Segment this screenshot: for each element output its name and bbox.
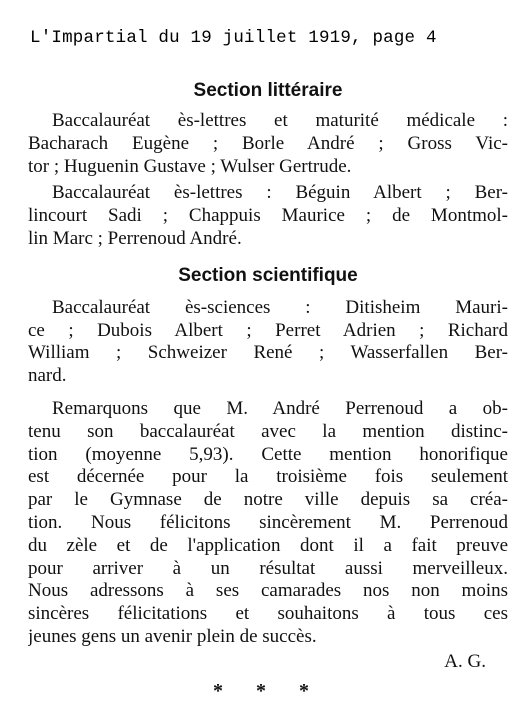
article (28, 80, 508, 703)
text-line: Remarquons que M. André Perrenoud a ob- (52, 397, 508, 419)
paragraph (28, 110, 508, 178)
text-line: Bacharach Eugène ; Borle André ; Gross Vic- (28, 132, 508, 154)
text-line: pour arriver à un résultat aussi merveilleux. (28, 557, 508, 579)
text-line: tor ; Huguenin Gustave ; Wulser Gertrude. (28, 155, 352, 177)
closing-paragraph (28, 398, 508, 649)
text-line: tenu son baccalauréat avec la mention distinc- (28, 420, 508, 442)
text-line: lincourt Sadi ; Chappuis Maurice ; de Montmol- (28, 205, 508, 227)
text-line: est décernée pour la troisième fois seulement (28, 466, 508, 488)
text-line: par le Gymnase de notre ville depuis sa créa- (28, 489, 508, 511)
text-line: Nous adressons à ses camarades nos non moins (28, 580, 508, 602)
text-line: William ; Schweizer René ; Wasserfallen Ber- (28, 342, 508, 364)
text-line: Baccalauréat ès-lettres : Béguin Albert ; Ber- (52, 182, 508, 204)
text-line: lin Marc ; Perrenoud André. (28, 227, 242, 249)
text-line: Baccalauréat ès-sciences : Ditisheim Mauri- (52, 296, 508, 318)
text-line: tion. Nous félicitons sincèrement M. Perrenoud (28, 511, 508, 533)
section-separator: * * * (213, 679, 323, 702)
text-line: sincères félicitations et souhaitons à tous ces (28, 603, 508, 625)
section-heading-scientifique: Section scientifique (178, 264, 358, 286)
paragraph (28, 297, 508, 388)
newspaper-caption: L'Impartial du 19 juillet 1919, page 4 (30, 28, 437, 48)
text-line: du zèle et de l'application dont il a fait preuve (28, 534, 508, 556)
text-line: jeunes gens un avenir plein de succès. (28, 625, 317, 647)
text-line: ce ; Dubois Albert ; Perret Adrien ; Richard (28, 319, 508, 341)
text-line: nard. (28, 365, 67, 387)
text-line: tion (moyenne 5,93). Cette mention honorifique (28, 443, 508, 465)
paragraph (28, 182, 508, 250)
section-heading-litteraire: Section littéraire (193, 80, 343, 101)
text-line: Baccalauréat ès-lettres et maturité médicale : (52, 110, 508, 131)
signature: A. G. (444, 650, 486, 672)
